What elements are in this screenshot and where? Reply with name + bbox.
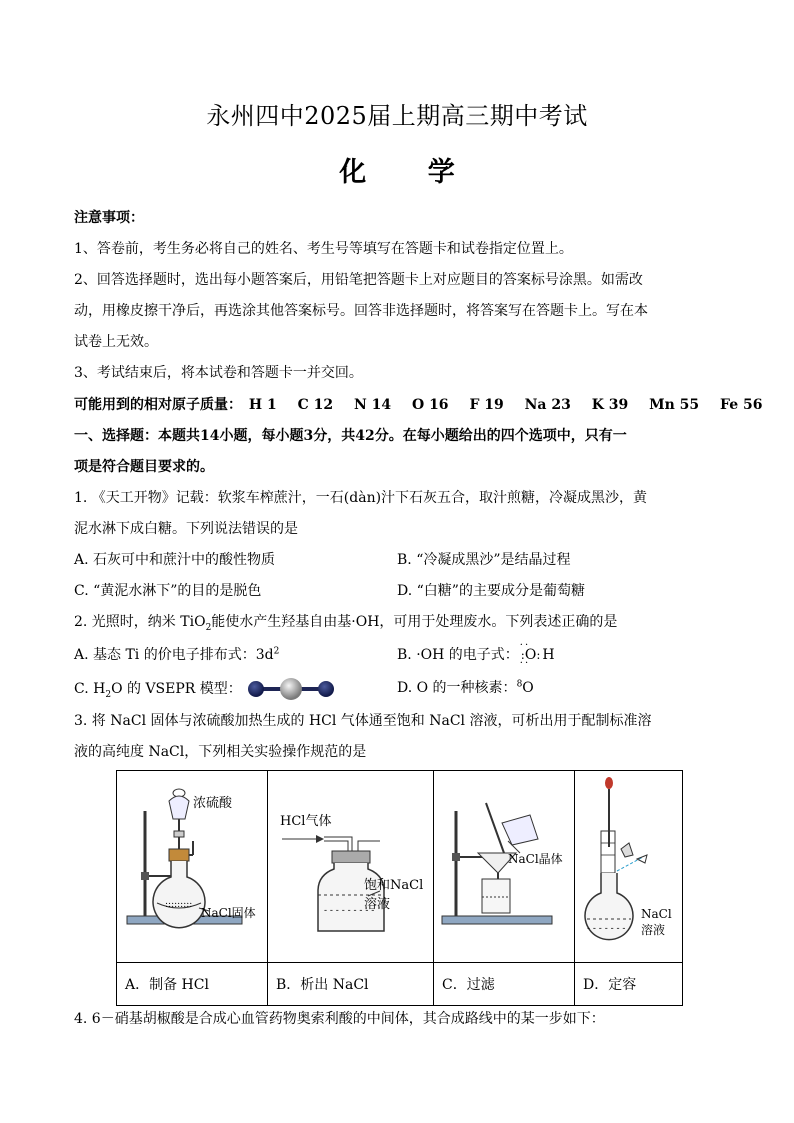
atomic-mass-item: O 16 — [412, 397, 449, 413]
apparatus-caption-a: A．制备 HCl — [117, 963, 268, 1006]
svg-text:- - - - - - -: - - - - - - - — [587, 924, 626, 934]
q2-option-d: D. O 的一种核素：$^8$O — [397, 679, 534, 696]
atomic-mass-item: F 19 — [469, 397, 504, 413]
label-saturated-nacl: 饱和NaCl — [364, 878, 424, 893]
notice-item-2-line-2: 动，用橡皮擦干净后，再选涂其他答案标号。回答非选择题时，将答案写在答题卡上。写在本 — [74, 303, 648, 319]
label-nacl-d: NaCl — [641, 907, 672, 921]
atomic-mass-item: C 12 — [297, 397, 334, 413]
q2-option-a: A. 基态 Ti 的价电子排布式：$3d^2$ — [74, 646, 280, 663]
q4-stem-line-1: 4. 6－硝基胡椒酸是合成心血管药物奥索利酸的中间体，其合成路线中的某一步如下： — [74, 1011, 605, 1027]
label-nacl-crystal: NaCl晶体 — [508, 852, 563, 866]
atomic-mass-item: N 14 — [353, 397, 392, 413]
atomic-mass-item: H 1 — [248, 397, 277, 413]
svg-text:- - - - - - - - -: - - - - - - - - - — [324, 906, 375, 916]
notice-item-3: 3、考试结束后，将本试卷和答题卡一并交回。 — [74, 365, 363, 381]
label-hcl-gas: HCl气体 — [280, 814, 332, 829]
subject-title: 化 学 — [339, 157, 481, 188]
exam-title: 永州四中2025届上期高三期中考试 — [206, 102, 588, 130]
label-concentrated-sulfuric-acid: 浓硫酸 — [193, 796, 233, 811]
filtration-figure — [434, 771, 574, 962]
q2-option-c: C. $H_2O$ 的 VSEPR 模型： — [74, 677, 336, 701]
q2-option-b: B. ·OH 的电子式： :O: ·· ·· H — [397, 640, 555, 669]
atomic-masses-label: 可能用到的相对原子质量： — [74, 397, 242, 413]
q1-option-a: A. 石灰可中和蔗汁中的酸性物质 — [74, 552, 276, 568]
notice-item-1: 1、答卷前，考生务必将自己的姓名、考生号等填写在答题卡和试卷指定位置上。 — [74, 241, 573, 257]
apparatus-b-cell — [268, 771, 434, 963]
svg-text::::::::::: ::::::::: — [165, 900, 193, 910]
section-1-line-1: 一、选择题：本题共14小题，每小题3分，共42分。在每小题给出的四个选项中，只有一 — [74, 428, 627, 444]
q1-option-c: C. “黄泥水淋下”的目的是脱色 — [74, 583, 262, 599]
vsepr-linear-model-icon — [246, 677, 336, 701]
q1-stem-line-2: 泥水淋下成白糖。下列说法错误的是 — [74, 521, 298, 537]
apparatus-a-cell — [117, 771, 268, 963]
q2-stem: 2. 光照时，纳米 TiO$_2$能使水产生羟基自由基·OH，可用于处理废水。下列表述正确的是 — [74, 614, 618, 633]
apparatus-d-cell — [575, 771, 683, 963]
notice-item-2-line-3: 试卷上无效。 — [74, 334, 158, 350]
atomic-mass-item: K 39 — [591, 397, 629, 413]
apparatus-caption-c: C．过滤 — [434, 963, 575, 1006]
label-nacl-solid: NaCl固体 — [201, 906, 256, 920]
hydroxyl-electron-dot-formula: :O: ·· ·· — [519, 640, 541, 669]
volumetric-flask-figure — [575, 771, 682, 962]
q1-stem-line-1: 1. 《天工开物》记载：软浆车榨蔗汁，一石(dàn)汁下石灰五合，取汁煎糖，冷凝成黑沙，黄 — [74, 490, 648, 506]
q1-option-d: D. “白糖”的主要成分是葡萄糖 — [397, 583, 585, 599]
label-solution-d: 溶液 — [641, 923, 666, 937]
apparatus-caption-d: D．定容 — [575, 963, 683, 1006]
q3-stem-line-1: 3. 将 NaCl 固体与浓硫酸加热生成的 HCl 气体通至饱和 NaCl 溶液，可析出用于配制标准溶 — [74, 713, 652, 729]
q1-option-b: B. “冷凝成黑沙”是结晶过程 — [397, 552, 571, 568]
notice-heading: 注意事项： — [74, 210, 144, 226]
apparatus-table — [116, 770, 683, 1006]
apparatus-c-cell — [434, 771, 575, 963]
notice-item-2-line-1: 2、回答选择题时，选出每小题答案后，用铅笔把答题卡上对应题目的答案标号涂黑。如需改 — [74, 272, 643, 288]
nacl-precipitation-figure — [268, 771, 433, 962]
label-solution-b: 溶液 — [364, 897, 391, 912]
atomic-mass-item: Na 23 — [524, 397, 571, 413]
q3-stem-line-2: 液的高纯度 NaCl，下列相关实验操作规范的是 — [74, 744, 367, 760]
atomic-masses — [74, 394, 778, 414]
hcl-generator-figure — [117, 771, 267, 962]
atomic-mass-item: Fe 56 — [720, 397, 763, 413]
section-1-line-2: 项是符合题目要求的。 — [74, 459, 214, 475]
apparatus-caption-b: B．析出 NaCl — [268, 963, 434, 1006]
atomic-mass-item: Mn 55 — [649, 397, 700, 413]
